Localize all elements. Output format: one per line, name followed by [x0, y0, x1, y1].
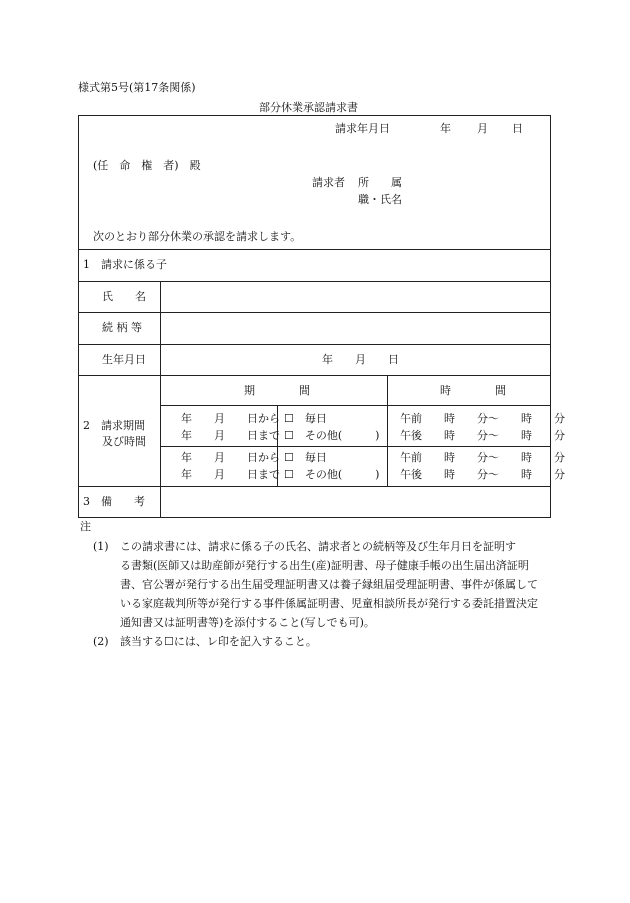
time-header: 時 間: [440, 384, 506, 397]
request-statement: 次のとおり部分休業の承認を請求します。: [93, 230, 302, 243]
request-date-label: 請求年月日: [335, 122, 390, 135]
note1-line: いる家庭裁判所等が発行する事件係属証明書、児童相談所長が発行する委託措置決定: [120, 597, 538, 610]
date-day-label: 日: [512, 122, 523, 135]
note2-text: 該当する☐には、レ印を記入すること。: [120, 635, 317, 648]
daily-checkbox[interactable]: ☐ 毎日: [284, 451, 327, 464]
period-to: 年 月 日まで: [181, 468, 280, 481]
note1-number: (1): [93, 540, 109, 553]
child-name-label: 氏 名: [102, 290, 146, 303]
other-checkbox[interactable]: ☐ その他( ): [284, 468, 380, 481]
note2-number: (2): [93, 635, 109, 648]
form-title: 部分休業承認請求書: [259, 101, 358, 114]
form-code: 様式第5号(第17条関係): [78, 81, 196, 94]
note1-line: る書類(医師又は助産師が発行する出生(産)証明書、母子健康手帳の出生届出済証明: [120, 559, 529, 572]
notes-heading: 注: [80, 520, 91, 533]
section2-label-line2: 及び時間: [102, 435, 146, 448]
pm-time: 午後 時 分～ 時 分: [400, 429, 565, 442]
section1-title: 1 請求に係る子: [83, 258, 167, 271]
note1-line: 書、官公署が発行する出生届受理証明書又は養子縁組届受理証明書、事件が係属して: [120, 578, 538, 591]
position-name-label: 職・氏名: [358, 193, 402, 206]
other-checkbox[interactable]: ☐ その他( ): [284, 429, 380, 442]
child-birth-value: 年 月 日: [322, 353, 399, 366]
affiliation-label: 所 属: [358, 176, 402, 189]
child-birth-label: 生年月日: [102, 353, 146, 366]
requester-label: 請求者: [312, 176, 345, 189]
section3-title: 3 備 考: [83, 495, 145, 508]
date-month-label: 月: [477, 122, 488, 135]
note1-line: 通知書又は証明書等)を添付すること(写しでも可)。: [120, 616, 375, 629]
appointer-addressee: (任 命 権 者) 殿: [93, 159, 201, 172]
am-time: 午前 時 分～ 時 分: [400, 412, 565, 425]
date-year-label: 年: [440, 122, 451, 135]
section2-label: 2 請求期間: [83, 419, 145, 432]
period-from: 年 月 日から: [181, 412, 280, 425]
period-from: 年 月 日から: [181, 451, 280, 464]
note1-line: この請求書には、請求に係る子の氏名、請求者との続柄等及び生年月日を証明す: [120, 540, 516, 553]
daily-checkbox[interactable]: ☐ 毎日: [284, 412, 327, 425]
period-header: 期 間: [244, 384, 310, 397]
pm-time: 午後 時 分～ 時 分: [400, 468, 565, 481]
period-to: 年 月 日まで: [181, 429, 280, 442]
am-time: 午前 時 分～ 時 分: [400, 451, 565, 464]
child-relation-label: 続 柄 等: [102, 321, 142, 334]
